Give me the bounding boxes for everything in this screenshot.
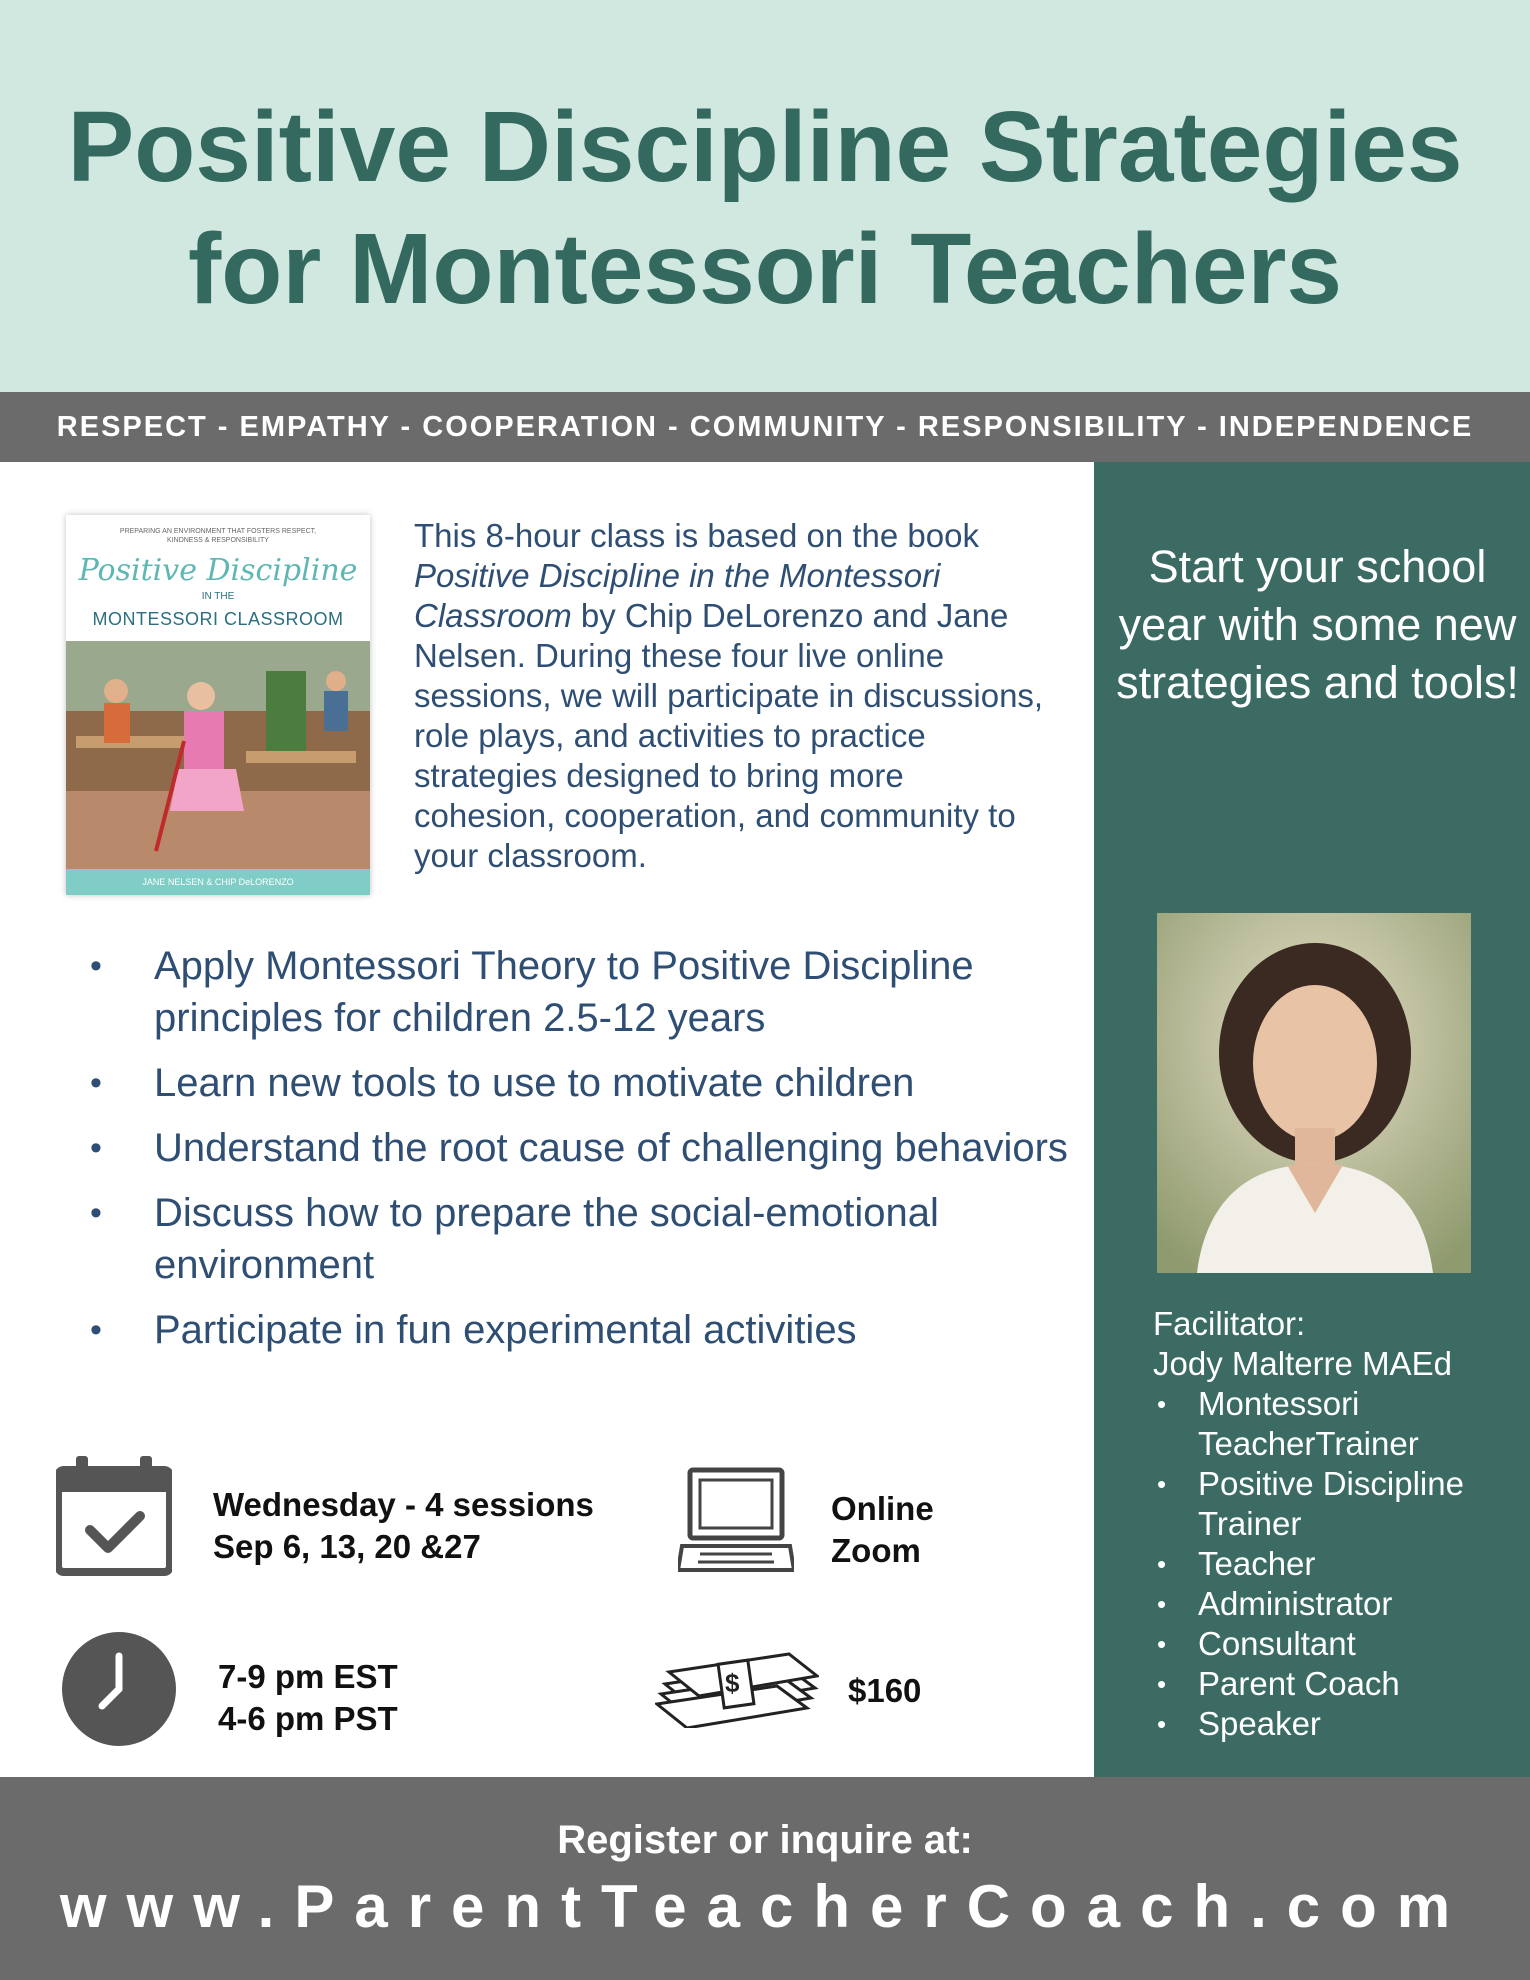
list-item: • Understand the root cause of challenging behaviors bbox=[90, 1122, 1080, 1174]
laptop-icon bbox=[678, 1466, 794, 1576]
book-subtitle: MONTESSORI CLASSROOM bbox=[92, 609, 344, 629]
list-item: • Teacher bbox=[1153, 1544, 1498, 1584]
list-item: • Positive Discipline Trainer bbox=[1153, 1464, 1498, 1544]
session-dates bbox=[213, 1484, 594, 1568]
location-zoom: Zoom bbox=[831, 1532, 921, 1569]
svg-text:$: $ bbox=[725, 1668, 740, 1698]
time-est: 7-9 pm EST bbox=[218, 1658, 398, 1695]
session-days: Wednesday - 4 sessions bbox=[213, 1486, 594, 1523]
title-line-1: Positive Discipline Strategies bbox=[67, 91, 1463, 203]
clock-icon bbox=[62, 1632, 176, 1746]
time-pst: 4-6 pm PST bbox=[218, 1700, 398, 1737]
list-item: • Administrator bbox=[1153, 1584, 1498, 1624]
list-item: • Discuss how to prepare the social-emotional environment bbox=[90, 1187, 1080, 1291]
list-item: • Learn new tools to use to motivate children bbox=[90, 1057, 1080, 1109]
list-item: • Consultant bbox=[1153, 1624, 1498, 1664]
calendar-icon bbox=[56, 1456, 172, 1576]
facilitator-name: Jody Malterre MAEd bbox=[1153, 1345, 1452, 1382]
book-photo bbox=[66, 641, 370, 869]
book-authors: JANE NELSEN & CHIP DeLORENZO bbox=[142, 877, 294, 887]
facilitator-photo bbox=[1157, 913, 1471, 1273]
facilitator-info bbox=[1153, 1304, 1498, 1744]
website-link[interactable]: www.ParentTeacherCoach.com bbox=[59, 1873, 1471, 1940]
intro-text-1: This 8-hour class is based on the book bbox=[414, 517, 979, 554]
book-in-the: IN THE bbox=[201, 591, 235, 602]
list-item: • Parent Coach bbox=[1153, 1664, 1498, 1704]
register-label: Register or inquire at: bbox=[557, 1818, 973, 1862]
book-tagline: PREPARING AN ENVIRONMENT THAT FOSTERS RESPECT, KINDNESS & RESPONSIBILITY bbox=[119, 528, 317, 544]
book-cover-image bbox=[66, 515, 370, 895]
intro-paragraph bbox=[414, 516, 1054, 876]
session-location bbox=[831, 1488, 934, 1572]
title-line-2: for Montessori Teachers bbox=[187, 213, 1342, 325]
intro-book-title: Positive Discipline in the Montessori Classroom bbox=[414, 557, 941, 634]
session-date-list: Sep 6, 13, 20 &27 bbox=[213, 1528, 481, 1565]
values-bar: RESPECT - EMPATHY - COOPERATION - COMMUNITY - RESPONSIBILITY - INDEPENDENCE bbox=[0, 392, 1530, 462]
intro-text-2: by Chip DeLorenzo and Jane Nelsen. During these four live online sessions, we will participate in discussions, role plays, and activities to practice strategies designed to bring more cohesion, cooperation, and community to your classroom. bbox=[414, 597, 1044, 874]
facilitator-label: Facilitator: bbox=[1153, 1305, 1306, 1342]
book-script-title: Positive Discipline bbox=[78, 553, 358, 588]
list-item: • Participate in fun experimental activities bbox=[90, 1304, 1080, 1356]
location-online: Online bbox=[831, 1490, 934, 1527]
learning-objectives bbox=[90, 940, 1080, 1369]
page-title bbox=[0, 86, 1530, 330]
list-item: • Speaker bbox=[1153, 1704, 1498, 1744]
sidebar-tagline: Start your school year with some new strategies and tools! bbox=[1116, 541, 1519, 708]
price: $160 bbox=[848, 1672, 922, 1709]
list-item: • Apply Montessori Theory to Positive Discipline principles for children 2.5-12 years bbox=[90, 940, 1080, 1044]
session-times bbox=[218, 1656, 398, 1740]
list-item: • Montessori TeacherTrainer bbox=[1153, 1384, 1448, 1464]
money-icon bbox=[655, 1644, 819, 1728]
